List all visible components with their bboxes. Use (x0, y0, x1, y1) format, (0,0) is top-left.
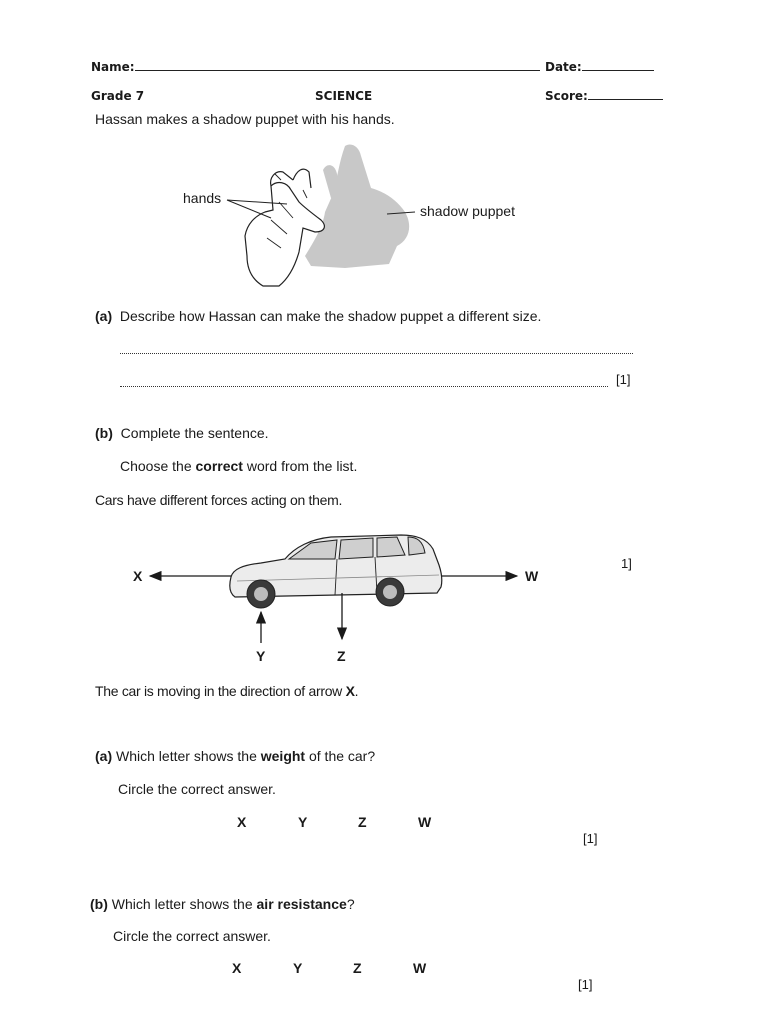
moving-direction (95, 683, 358, 699)
date-field (545, 60, 654, 74)
hands-label: hands (183, 190, 222, 206)
q2a-post: of the car? (305, 748, 376, 764)
choose-post: word from the list. (242, 458, 358, 474)
choose-pre: Choose the (120, 458, 196, 474)
name-field (91, 60, 540, 74)
answer-line-1[interactable] (120, 353, 633, 354)
q1a-letter: (a) (95, 308, 113, 324)
hand-drawing (245, 183, 324, 286)
q2a-letter: (a) (95, 748, 113, 764)
score-label: Score: (545, 89, 588, 103)
shadow-puppet-label: shadow puppet (420, 203, 515, 219)
q2b-choice-z[interactable]: Z (353, 960, 362, 976)
q1-intro: Hassan makes a shadow puppet with his hands. (95, 111, 395, 127)
q2b-choice-x[interactable]: X (232, 960, 242, 976)
q2b-choice-w[interactable]: W (413, 960, 427, 976)
stray-mark: 1] (621, 556, 632, 571)
choose-bold: correct (195, 458, 243, 474)
moving-pre: The car is moving in the direction of arrow (95, 683, 346, 699)
label-z: Z (337, 648, 346, 664)
q2b-letter: (b) (90, 896, 108, 912)
q2a-choice-w[interactable]: W (418, 814, 432, 830)
answer-line-2[interactable] (120, 386, 608, 387)
grade-label: Grade 7 (91, 89, 145, 103)
score-field (545, 89, 663, 103)
date-label: Date: (545, 60, 582, 74)
moving-bold: X (345, 683, 355, 699)
label-w: W (525, 568, 539, 584)
label-x: X (133, 568, 143, 584)
q2a-choice-x[interactable]: X (237, 814, 247, 830)
q2b-bold: air resistance (256, 896, 347, 912)
q1a-mark: [1] (616, 372, 631, 387)
car-force-diagram (125, 525, 555, 670)
q1a-text: Describe how Hassan can make the shadow puppet a different size. (119, 308, 542, 324)
q1b-question (95, 425, 269, 441)
q2b-instruction: Circle the correct answer. (113, 928, 271, 944)
q2a-instruction: Circle the correct answer. (118, 781, 276, 797)
q2b-post: ? (346, 896, 355, 912)
q2a-pre: Which letter shows the (116, 748, 261, 764)
subject-label: SCIENCE (315, 89, 373, 103)
q2a-choice-y[interactable]: Y (298, 814, 308, 830)
q2b-question (90, 896, 355, 912)
shadow-puppet-shape (305, 144, 409, 268)
q2b-pre: Which letter shows the (111, 896, 257, 912)
q2a-bold: weight (260, 748, 306, 764)
q2a-choice-z[interactable]: Z (358, 814, 367, 830)
moving-post: . (354, 683, 359, 699)
q2b-mark: [1] (578, 977, 593, 992)
q2a-mark: [1] (583, 831, 598, 846)
date-blank (582, 70, 654, 71)
shadow-puppet-figure (175, 140, 545, 295)
label-y: Y (256, 648, 266, 664)
q2a-question (95, 748, 375, 764)
q1a-question (95, 308, 541, 324)
q1b-instruction (120, 458, 357, 474)
q1b-letter: (b) (95, 425, 113, 441)
name-label: Name: (91, 60, 135, 74)
name-blank (135, 70, 540, 71)
q1b-text: Complete the sentence. (120, 425, 269, 441)
q2b-choice-y[interactable]: Y (293, 960, 303, 976)
score-blank (588, 99, 663, 100)
q2-intro: Cars have different forces acting on them. (95, 492, 343, 508)
